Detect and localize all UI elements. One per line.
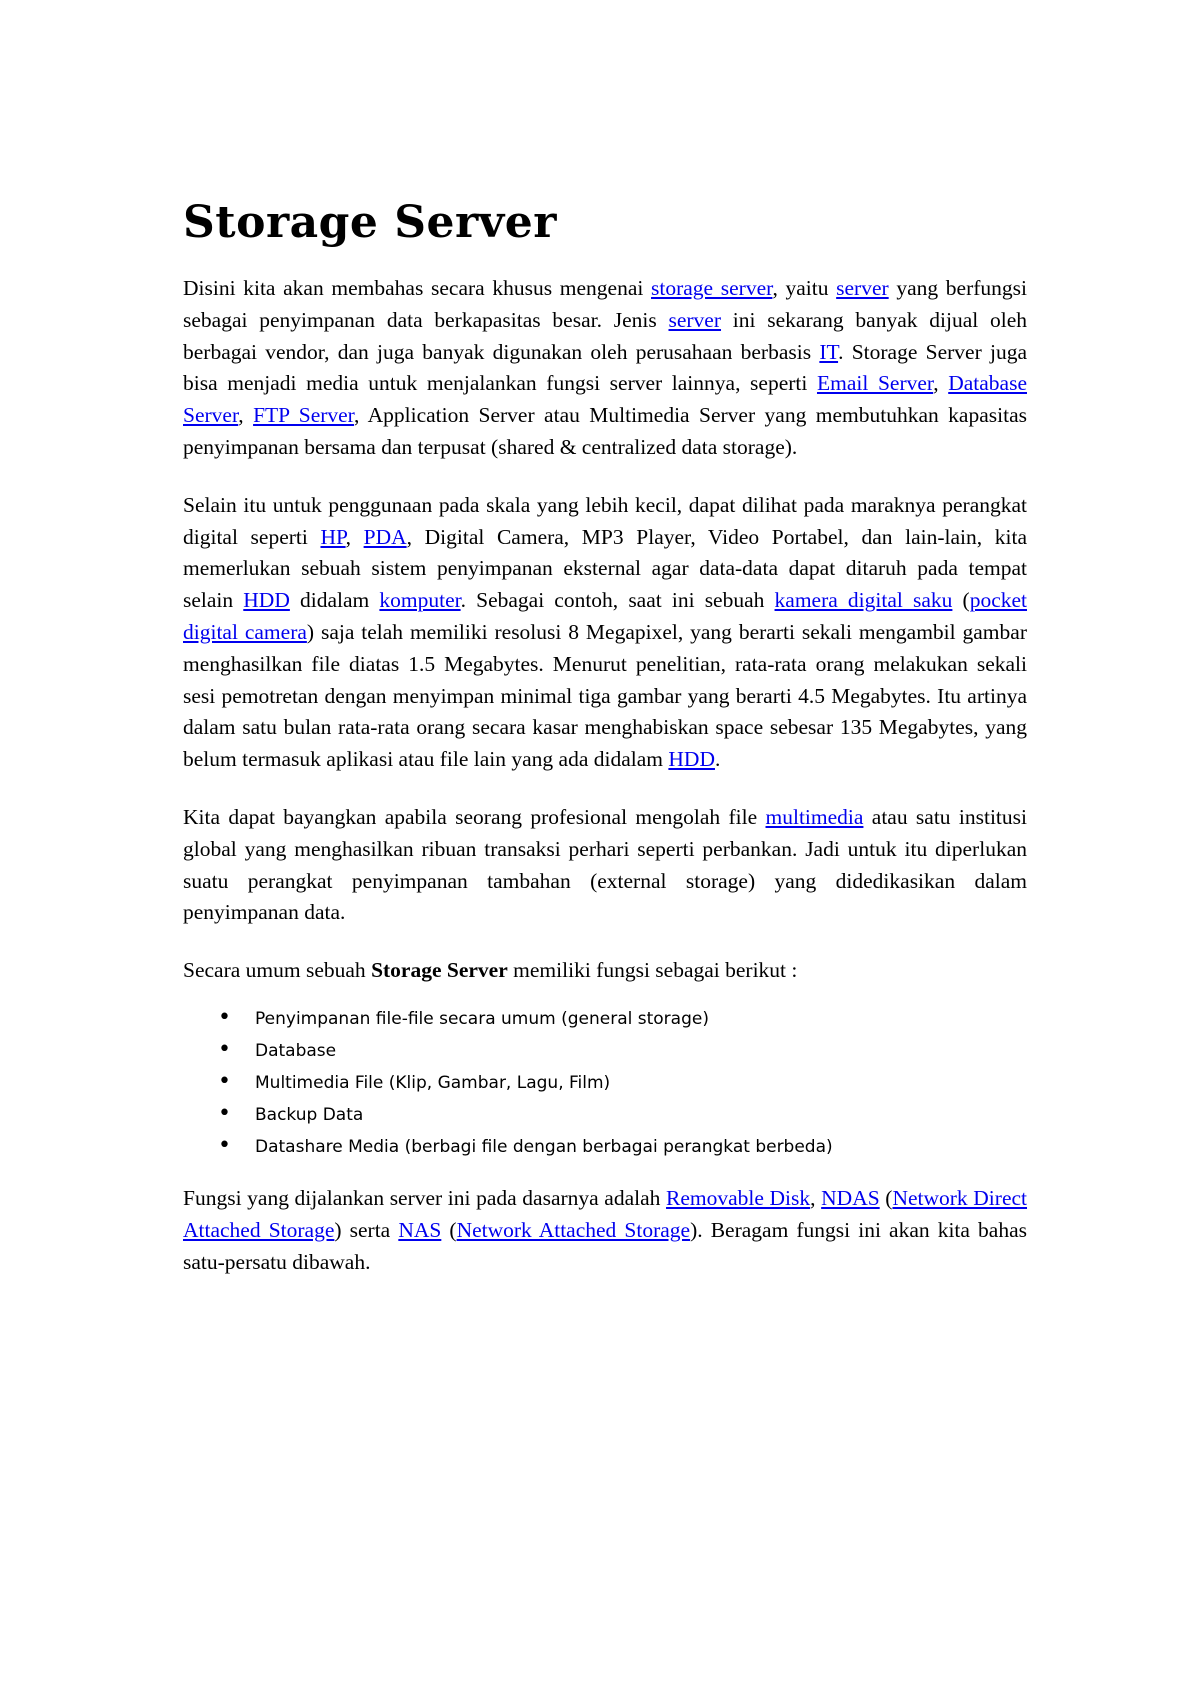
text-run: atau satu institusi global yang menghasilkan ribuan transaksi perhari seperti perbankan. Jadi untuk itu diperlukan suatu perangkat penyimpanan tambahan (external storage) yang didedikasikan dalam penyimpanan data. — [183, 804, 1027, 925]
bullet-icon: • — [218, 1100, 231, 1126]
text-run: Kita dapat bayangkan apabila seorang profesional mengolah file — [183, 804, 766, 829]
list-item-label: Penyimpanan file-file secara umum (general storage) — [255, 1008, 709, 1029]
text-run: ( — [879, 1185, 893, 1210]
link-email-server[interactable]: Email Server — [816, 371, 934, 396]
list-item — [218, 1035, 1027, 1067]
link-komputer[interactable]: komputer — [379, 588, 461, 613]
text-run: ( — [441, 1217, 457, 1242]
text-run: ( — [952, 588, 970, 613]
text-run: ). Beragam fungsi ini akan kita bahas satu-persatu dibawah. — [183, 1217, 1027, 1274]
text-run: . Sebagai contoh, saat ini sebuah — [460, 588, 775, 613]
link-ndas[interactable]: NDAS — [821, 1185, 880, 1210]
list-item — [218, 1067, 1027, 1099]
text-run: didalam — [289, 588, 380, 613]
intro-paragraph — [183, 273, 1027, 464]
text-run: . — [714, 747, 721, 772]
list-item-label: Multimedia File (Klip, Gambar, Lagu, Film) — [255, 1072, 611, 1093]
text-run: , — [345, 524, 364, 549]
text-run: memiliki fungsi sebagai berikut : — [507, 958, 798, 983]
text-run: ini sekarang banyak dijual oleh berbagai vendor, dan juga banyak digunakan oleh perusahaan berbasis — [183, 307, 1027, 364]
link-hp[interactable]: HP — [320, 524, 346, 549]
link-server[interactable]: server — [836, 276, 889, 300]
text-run: ) serta — [334, 1217, 399, 1242]
bullet-icon: • — [218, 1068, 231, 1094]
link-storage-server[interactable]: storage server — [651, 276, 773, 300]
link-it[interactable]: IT — [819, 339, 839, 364]
text-run: , Application Server atau Multimedia Server yang membutuhkan kapasitas penyimpanan bersama dan terpusat (shared & centralized data storage). — [183, 403, 1027, 459]
link-hdd[interactable]: HDD — [243, 588, 290, 613]
list-item-label: Backup Data — [255, 1104, 364, 1125]
text-run: . Storage Server juga bisa menjadi media untuk menjalankan fungsi server lainnya, seperti — [183, 339, 1027, 396]
functions-list — [183, 1003, 1027, 1163]
closing-paragraph — [183, 1183, 1027, 1278]
text-run: , — [933, 371, 949, 396]
link-network-direct-attached-storage[interactable]: Network Direct Attached Storage — [183, 1185, 1028, 1242]
list-item-label: Database — [255, 1040, 337, 1061]
text-run: , yaitu — [772, 276, 837, 300]
text-run: Disini kita akan membahas secara khusus mengenai — [183, 276, 652, 300]
text-run: yang berfungsi sebagai penyimpanan data berkapasitas besar. Jenis — [183, 276, 1028, 332]
document-content — [183, 193, 1027, 1304]
text-run: , — [238, 403, 254, 428]
text-run: Selain itu untuk penggunaan pada skala yang lebih kecil, dapat dilihat pada maraknya perangkat digital seperti — [183, 492, 1027, 549]
link-nas[interactable]: NAS — [398, 1217, 442, 1242]
text-run: , Digital Camera, MP3 Player, Video Portabel, dan lain-lain, kita memerlukan sebuah sistem penyimpanan eksternal agar data-data dapat ditaruh pada tempat selain — [183, 524, 1027, 613]
link-multimedia[interactable]: multimedia — [765, 804, 864, 829]
link-kamera-digital-saku[interactable]: kamera digital saku — [774, 588, 953, 613]
functions-intro-paragraph — [183, 955, 1027, 987]
list-item-label: Datashare Media (berbagi file dengan berbagai perangkat berbeda) — [255, 1136, 833, 1157]
text-run: Secara umum sebuah — [183, 958, 372, 983]
link-ftp-server[interactable]: FTP Server — [253, 403, 354, 428]
link-server-2[interactable]: server — [668, 307, 722, 332]
bold-storage-server: Storage Server — [371, 958, 508, 983]
link-network-attached-storage[interactable]: Network Attached Storage — [456, 1217, 691, 1242]
list-item — [218, 1003, 1027, 1035]
multimedia-paragraph — [183, 802, 1027, 929]
text-run: ) saja telah memiliki resolusi 8 Megapixel, yang berarti sekali mengambil gambar menghasilkan file diatas 1.5 Megabytes. Menurut penelitian, rata-rata orang melakukan sekali sesi pemotretan dengan menyimpan minimal tiga gambar yang berarti 4.5 Megabytes. Itu artinya dalam satu bulan rata-rata orang secara kasar menghabiskan space sebesar 135 Megabytes, yang belum termasuk aplikasi atau file lain yang ada didalam — [183, 619, 1027, 772]
devices-paragraph — [183, 490, 1027, 776]
link-pda[interactable]: PDA — [363, 524, 407, 549]
list-item — [218, 1131, 1027, 1163]
bullet-icon: • — [218, 1004, 231, 1030]
link-removable-disk[interactable]: Removable Disk — [666, 1185, 811, 1210]
link-database-server[interactable]: Database Server — [183, 371, 1027, 428]
list-item — [218, 1099, 1027, 1131]
text-run: , — [810, 1185, 822, 1210]
text-run: Fungsi yang dijalankan server ini pada dasarnya adalah — [183, 1185, 667, 1210]
page-title: Storage Server — [183, 197, 557, 248]
link-hdd-2[interactable]: HDD — [668, 747, 715, 772]
bullet-icon: • — [218, 1036, 231, 1062]
bullet-icon: • — [218, 1132, 231, 1158]
link-pocket-digital-camera[interactable]: pocket digital camera — [183, 588, 1028, 644]
